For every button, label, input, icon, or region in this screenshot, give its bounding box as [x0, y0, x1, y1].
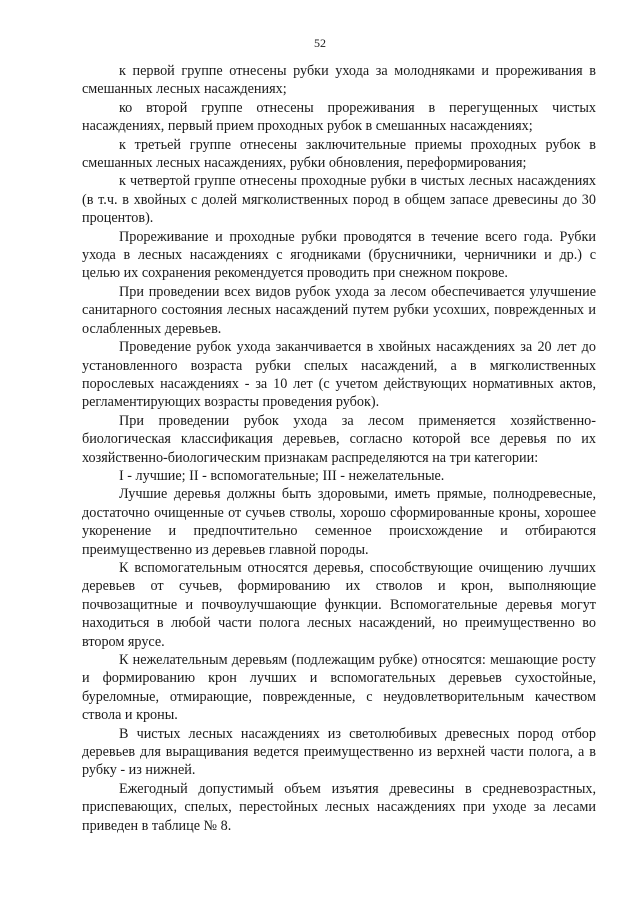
paragraph-undesirable-trees: К нежелательным деревьям (подлежащим рубке) относятся: мешающие росту и формированию крон лучших и вспомогательных деревьев сухостойные, буреломные, отмирающие, поврежденные, с неудовлетворительным качеством ствола и кроны.	[82, 652, 596, 724]
paragraph-categories: I - лучшие; II - вспомогательные; III - нежелательные.	[119, 467, 445, 484]
paragraph-completion-age: Проведение рубок ухода заканчивается в хвойных насаждениях за 20 лет до установленного возраста рубки спелых насаждений, а в мягколиственных порослевых насаждениях - за 10 лет (с учетом действующих нормативных актов, регламентирующих возрасты проведения рубок).	[82, 339, 596, 411]
paragraph-light-demanding-stands: В чистых лесных насаждениях из светолюбивых древесных пород отбор деревьев для выращивания ведется преимущественно из верхней части полога, а в рубку - из нижней.	[82, 725, 596, 779]
document-body	[82, 62, 596, 835]
paragraph-classification-intro: При проведении рубок ухода за лесом применяется хозяйственно-биологическая классификация деревьев, согласно которой все деревья по их хозяйственно-биологическим признакам распределяются на три категории:	[82, 412, 596, 466]
paragraph-group-two: ко второй группе отнесены прореживания в перегущенных чистых насаждениях, первый прием проходных рубок в смешанных насаждениях;	[82, 99, 596, 135]
paragraph-thinning-timing: Прореживание и проходные рубки проводятся в течение всего года. Рубки ухода в лесных насаждениях с ягодниками (брусничники, черничники и др.) с целью их сохранения рекомендуется проводить при снежном покрове.	[82, 228, 596, 282]
paragraph-annual-volume: Ежегодный допустимый объем изъятия древесины в средневозрастных, приспевающих, спелых, перестойных лесных насаждениях при уходе за лесами приведен в таблице № 8.	[82, 780, 596, 834]
paragraph-best-trees: Лучшие деревья должны быть здоровыми, иметь прямые, полнодревесные, достаточно очищенные от сучьев стволы, хорошо сформированные кроны, хорошее укоренение и предпочтительно семенное происхождение и отбираются преимущественно из деревьев главной породы.	[82, 486, 596, 558]
paragraph-sanitary-improvement: При проведении всех видов рубок ухода за лесом обеспечивается улучшение санитарного состояния лесных насаждений путем рубки усохших, поврежденных и ослабленных деревьев.	[82, 283, 596, 337]
paragraph-auxiliary-trees: К вспомогательным относятся деревья, способствующие очищению лучших деревьев от сучьев, формированию их стволов и крон, выполняющие почвозащитные и почвоулучшающие функции. Вспомогательные деревья могут находиться в любой части полога лесных насаждений, но преимущественно во втором ярусе.	[82, 559, 596, 650]
paragraph-group-four: к четвертой группе отнесены проходные рубки в чистых лесных насаждениях (в т.ч. в хвойных с долей мягколиственных пород в общем запасе древесины до 30 процентов).	[82, 173, 596, 227]
page-number: 52	[314, 36, 326, 50]
paragraph-group-one: к первой группе отнесены рубки ухода за молодняками и прореживания в смешанных лесных насаждениях;	[82, 63, 596, 98]
paragraph-group-three: к третьей группе отнесены заключительные приемы проходных рубок в смешанных лесных насаждениях, рубки обновления, переформирования;	[82, 136, 596, 172]
